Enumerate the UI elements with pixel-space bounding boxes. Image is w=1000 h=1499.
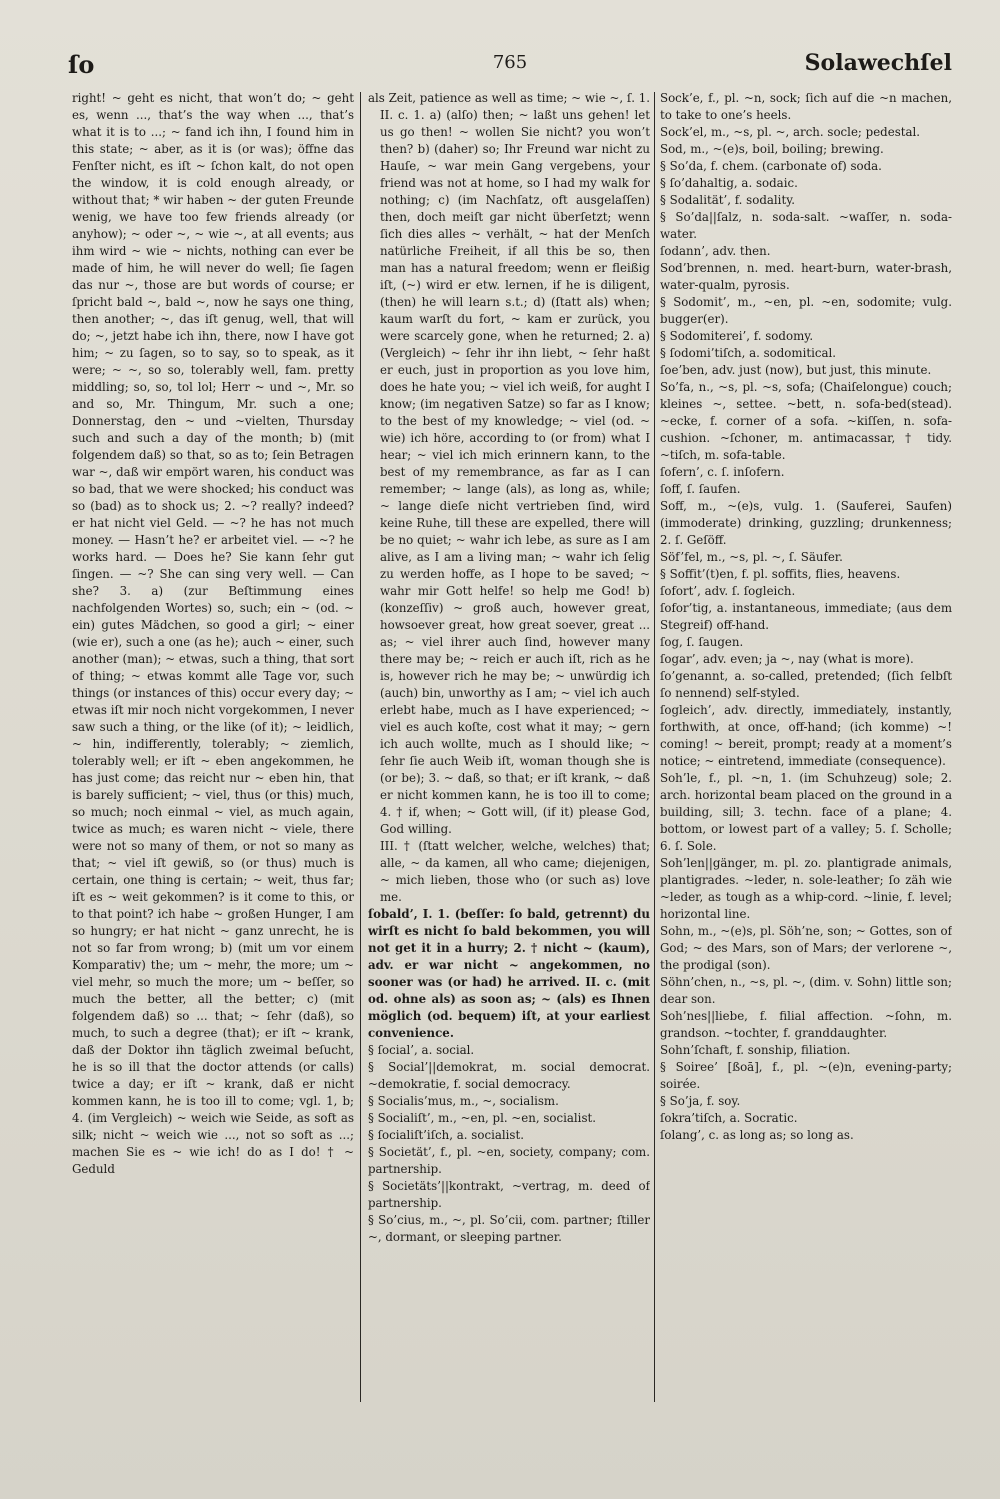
column-divider: [360, 92, 361, 1402]
column-3-paragraph: Sod, m., ~(e)s, boil, boiling; brewing.: [660, 142, 884, 156]
column-2-paragraph: § Societät’, f., pl. ~en, society, company; com. partnership.: [368, 1145, 650, 1176]
column-3-paragraph: § So’ja, f. soy.: [660, 1094, 741, 1108]
column-3-paragraph: Söhn’chen, n., ~s, pl. ~, (dim. v. Sohn) little son; dear son.: [660, 975, 952, 1006]
column-2-paragraph: ſobald’, I. 1. (beſſer: ſo bald, getrennt) du wirſt es nicht ſo bald bekommen, you will not get it in a hurry; 2. † nicht ~ (kaum), adv. er war nicht ~ angekommen, no sooner was (or had) he arrived. II. c. (mit od. ohne als) as soon as; ~ (als) es Ihnen möglich (od. bequem) iſt, at your earliest convenience.: [368, 907, 650, 1040]
column-2-paragraph: § So’cius, m., ~, pl. So’cii, com. partner; ſtiller ~, dormant, or sleeping partner.: [368, 1213, 650, 1244]
header-last-word: Solawechſel: [804, 50, 952, 76]
column-3-paragraph: § Sodomiterei’, f. sodomy.: [660, 329, 814, 343]
column-3-paragraph: § So’da, f. chem. (carbonate of) soda.: [660, 159, 882, 173]
column-3-paragraph: Soh’le, f., pl. ~n, 1. (im Schuhzeug) sole; 2. arch. horizontal beam placed on the ground in a building, sill; 3. techn. face of a plane; 4. bottom, or lowest part of a valley; 5. ſ. Scholle; 6. ſ. Sole.: [660, 771, 952, 853]
column-2-paragraph: § Socialiſt’, m., ~en, pl. ~en, socialist.: [368, 1111, 596, 1125]
column-3-paragraph: Soh’len||gänger, m. pl. zo. plantigrade animals, plantigrades. ~leder, n. sole-leather; ſo zäh wie ~leder, as tough as a whip-cord. ~linie, f. level; horizontal line.: [660, 856, 952, 921]
column-3-paragraph: § So’da||ſalz, n. soda-salt. ~waſſer, n. soda-water.: [660, 210, 952, 241]
column-divider: [654, 92, 655, 1402]
column-2-paragraph: § ſocial’, a. social.: [368, 1043, 475, 1057]
column-3-paragraph: ſo’genannt, a. so-called, pretended; (ſich ſelbſt ſo nennend) self-styled.: [660, 669, 952, 700]
column-3-paragraph: § ſodomi’tiſch, a. sodomitical.: [660, 346, 837, 360]
column-3-paragraph: § Sodalität’, f. sodality.: [660, 193, 796, 207]
column-3-paragraph: ſolang’, c. as long as; so long as.: [660, 1128, 854, 1142]
column-3-paragraph: § ſo’dahaltig, a. sodaic.: [660, 176, 798, 190]
column-3-paragraph: Soh’nes||liebe, f. filial affection. ~ſohn, m. grandson. ~tochter, f. granddaughter.: [660, 1009, 952, 1040]
column-3-paragraph: ſog, ſ. ſaugen.: [660, 635, 744, 649]
column-2-paragraph: § Socialis’mus, m., ~, socialism.: [368, 1094, 559, 1108]
column-3-paragraph: ſokra’tiſch, a. Socratic.: [660, 1111, 798, 1125]
column-3-paragraph: § Soiree’ [ßoā], f., pl. ~(e)n, evening-party; soirée.: [660, 1060, 952, 1091]
column-3-paragraph: ſogar’, adv. even; ja ~, nay (what is more).: [660, 652, 914, 666]
column-1-paragraph: right! ~ geht es nicht, that won’t do; ~ geht es, wenn ..., that’s the way when ..., that’s what it is to ...; ~ fand ich ihn, I found him in this state; ~ aber, as it is (or was); öffne das Fenſter nicht, es iſt ~ ſchon kalt, do not open the window, it is cold enough already, or without that; * wir haben ~ der guten Freunde wenig, we have too few friends already (or anyhow); ~ oder ~, ~ wie ~, at all events; aus ihm wird ~ wie ~ nichts, nothing can ever be made of him, he will never do well; ſie ſagen das nur ~, those are but words of course; er ſpricht bald ~, bald ~, now he says one thing, then another; ~, das iſt genug, well, that will do; ~, jetzt habe ich ihn, there, now I have got him; ~ zu ſagen, so to say, so to speak, as it were; ~ ~, so so, tolerably well, fam. pretty middling; so, so, tol lol; Herr ~ und ~, Mr. so and so, Mr. Thingum, Mr. such a one; Donnerstag, den ~ und ~vielten, Thursday such and such a day of the month; b) (mit folgendem daß) so that, so as to; ſein Betragen war ~, daß wir empört waren, his conduct was so bad, that we were shocked; his conduct was so (bad) as to shock us; 2. ~? really? indeed? er hat nicht viel Geld. — ~? he has not much money. — Hasn’t he? er arbeitet viel. — ~? he works hard. — Does he? Sie kann ſehr gut ſingen. — ~? She can sing very well. — Can she? 3. a) (zur Beſtimmung eines nachfolgenden Wortes) so, such; ein ~ (od. ~ ein) gutes Mädchen, so good a girl; ~ einer (wie er), such a one (as he); auch ~ einer, such another (man); ~ etwas, such a thing, that sort of thing; ~ etwas kommt alle Tage vor, such things (or instances of this) occur every day; ~ etwas iſt mir noch nicht vorgekommen, I never saw such a thing, or the like (of it); ~ leidlich, ~ hin, indifferently, tolerably; ~ ziemlich, tolerably well; er iſt ~ eben angekommen, he has just come; das reicht nur ~ eben hin, that is barely sufficient; ~ viel, thus (or this) much, so much; noch einmal ~ viel, as much again, twice as much; es waren nicht ~ viele, there were not so many of them, or not so many as that; ~ viel iſt gewiß, so (or thus) much is certain, one thing is certain; ~ weit, thus far; iſt es ~ weit gekommen? is it come to this, or to that point? ich habe ~ großen Hunger, I am so hungry; er hat nicht ~ ganz unrecht, he is not so far from wrong; b) (mit um vor einem Komparativ) the; um ~ mehr, the more; um ~ viel mehr, so much the more; um ~ beſſer, so much the better, all the better; c) (mit folgendem daß) so ... that; ~ ſehr (daß), so much, to such a degree (that); er iſt ~ krank, daß der Doktor ihn täglich zweimal beſucht, he is so ill that the doctor attends (or calls) twice a day; er iſt ~ krank, daß er nicht kommen kann, he is too ill to come; vgl. 1, b; 4. (im Vergleich) ~ weich wie Seide, as soft as silk; nicht ~ weich wie ..., not so soft as ...; machen Sie es ~ wie ich! do as I do! † ~ Geduld: [72, 91, 354, 1176]
header-first-word: ſo: [68, 50, 95, 79]
column-3-paragraph: So’fa, n., ~s, pl. ~s, sofa; (Chaiſelongue) couch; kleines ~, settee. ~bett, n. sofa-bed(stead). ~ecke, f. corner of a sofa. ~kiſſen, n. sofa-cushion. ~ſchoner, m. antimacassar, † tidy. ~tiſch, m. sofa-table.: [660, 380, 952, 462]
page-header: [68, 48, 952, 88]
column-3-paragraph: ſoff, ſ. ſaufen.: [660, 482, 741, 496]
column-3-paragraph: ſoe’ben, adv. just (now), but just, this minute.: [660, 363, 932, 377]
column-2-paragraph: § Societäts’||kontrakt, ~vertrag, m. deed of partnership.: [368, 1179, 650, 1210]
column-3-paragraph: § Soffit’(t)en, f. pl. soffits, flies, heavens.: [660, 567, 901, 581]
column-3-paragraph: Sohn’ſchaft, f. sonship, filiation.: [660, 1043, 851, 1057]
column-3-paragraph: Sohn, m., ~(e)s, pl. Söh’ne, son; ~ Gottes, son of God; ~ des Mars, son of Mars; der verlorene ~, the prodigal (son).: [660, 924, 952, 972]
column-1: [72, 90, 354, 1420]
column-3-paragraph: ſofort’, adv. ſ. ſogleich.: [660, 584, 796, 598]
column-3-paragraph: ſodann’, adv. then.: [660, 244, 771, 258]
column-3: [660, 90, 952, 1420]
column-3-paragraph: Sock’e, f., pl. ~n, sock; ſich auf die ~n machen, to take to one’s heels.: [660, 91, 952, 122]
column-2-paragraph: als Zeit, patience as well as time; ~ wie ~, ſ. 1.: [368, 91, 650, 105]
column-2-paragraph: II. c. 1. a) (alſo) then; ~ laßt uns gehen! let us go then! ~ wollen Sie nicht? you won’t then? b) (daher) so; Ihr Freund war nicht zu Hauſe, ~ war mein Gang vergebens, your friend was not at home, so I had my walk for nothing; c) (im Nachſatz, oft ausgelaſſen) then, doch meiſt gar nicht überſetzt; wenn ſich dies alles ~ verhält, ~ hat der Menſch natürliche Freiheit, if all this be so, then man has a natural freedom; wenn er fleißig iſt, (~) wird er etw. lernen, if he is diligent, (then) he will learn s.t.; d) (ſtatt als) when; kaum warſt du fort, ~ kam er zurück, you were scarcely gone, when he returned; 2. a) (Vergleich) ~ ſehr ihr ihn liebt, ~ ſehr haßt er euch, just in proportion as you love him, does he hate you; ~ viel ich weiß, for aught I know; (im negativen Satze) so far as I know; to the best of my knowledge; ~ viel (od. ~ wie) ich höre, according to (or from) what I hear; ~ viel ich mich erinnern kann, to the best of my remembrance, as far as I can remember; ~ lange (als), as long as, while; ~ lange dieſe nicht vertrieben ſind, wird keine Ruhe, till these are expelled, there will be no quiet; ~ wahr ich lebe, as sure as I am alive, as I am a living man; ~ wahr ich ſelig zu werden hoffe, as I hope to be saved; ~ wahr mir Gott helfe! so help me God! b) (konzeſſiv) ~ groß auch, however great, howsoever great, how great soever, great ... as; ~ viel ihrer auch ſind, however many there may be; ~ reich er auch iſt, rich as he is, however rich he may be; ~ unwürdig ich (auch) bin, unworthy as I am; ~ viel ich auch erlebt habe, much as I have experienced; ~ viel es auch koſte, cost what it may; ~ gern ich auch wollte, much as I should like; ~ ſehr ſie auch Weib iſt, woman though she is (or be); 3. ~ daß, so that; er iſt krank, ~ daß er nicht kommen kann, he is too ill to come; 4. † if, when; ~ Gott will, (if it) please God, God willing.: [380, 108, 650, 836]
column-3-paragraph: Söf’fel, m., ~s, pl. ~, ſ. Säufer.: [660, 550, 843, 564]
page-number: 765: [492, 52, 528, 73]
column-3-paragraph: ſofern’, c. ſ. inſofern.: [660, 465, 785, 479]
column-2-paragraph: III. † (ſtatt welcher, welche, welches) that; alle, ~ da kamen, all who came; diejenigen, ~ mich lieben, those who (or such as) love me.: [380, 839, 650, 904]
column-3-paragraph: ſofor’tig, a. instantaneous, immediate; (aus dem Stegreif) off-hand.: [660, 601, 952, 632]
text-columns: [72, 90, 972, 1420]
column-2-paragraph: § Social’||demokrat, m. social democrat. ~demokratie, f. social democracy.: [368, 1060, 650, 1091]
column-2-paragraph: § ſocialiſt’iſch, a. socialist.: [368, 1128, 524, 1142]
column-2: [368, 90, 650, 1420]
column-3-paragraph: Sock’el, m., ~s, pl. ~, arch. socle; pedestal.: [660, 125, 921, 139]
column-3-paragraph: Soff, m., ~(e)s, vulg. 1. (Sauferei, Saufen) (immoderate) drinking, guzzling; drunkenness; 2. ſ. Geſöff.: [660, 499, 952, 547]
column-3-paragraph: ſogleich’, adv. directly, immediately, instantly, forthwith, at once, off-hand; (ich komme) ~! coming! ~ bereit, prompt; ready at a moment’s notice; ~ eintretend, immediate (consequence).: [660, 703, 952, 768]
column-3-paragraph: § Sodomit’, m., ~en, pl. ~en, sodomite; vulg. bugger(er).: [660, 295, 952, 326]
column-3-paragraph: Sod’brennen, n. med. heart-burn, water-brash, water-qualm, pyrosis.: [660, 261, 952, 292]
